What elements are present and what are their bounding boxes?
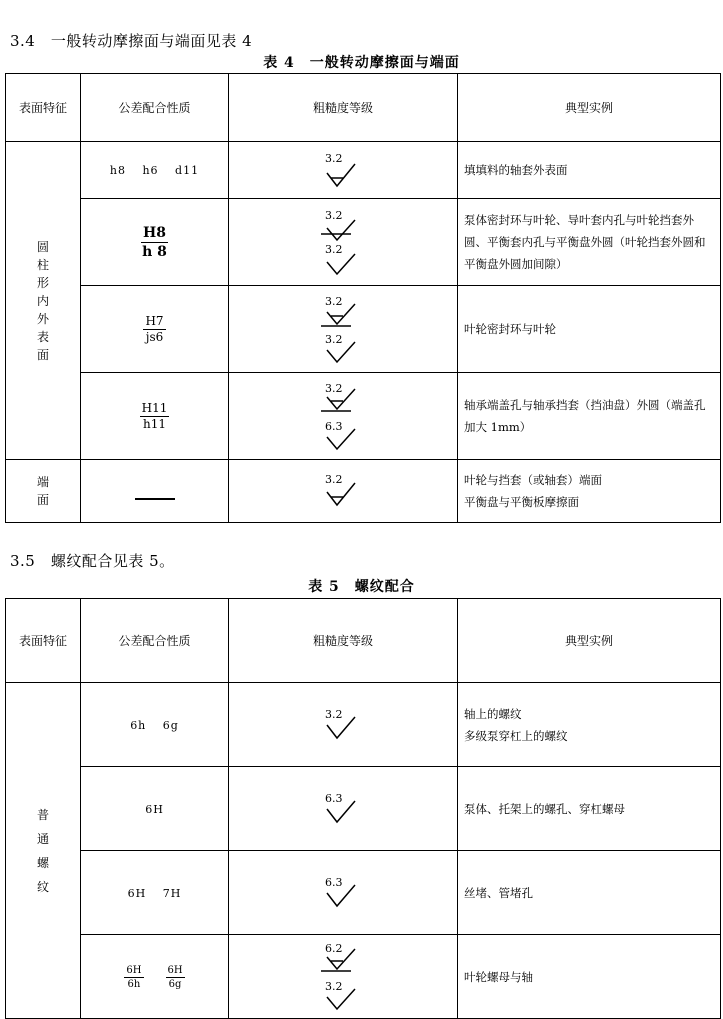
fit-numerator: H8 — [143, 224, 166, 241]
roughness-cell — [229, 199, 458, 286]
fit-numerator: 6H — [126, 965, 142, 976]
roughness-symbol — [321, 381, 365, 419]
fit-cell — [81, 142, 229, 199]
example-cell: 叶轮螺母与轴 — [458, 935, 721, 1019]
fit-cell — [81, 286, 229, 373]
roughness-cell — [229, 683, 458, 767]
roughness-value: 3.2 — [325, 473, 343, 486]
group-label: 圆柱形内外表面 — [36, 239, 49, 362]
roughness-cell — [229, 460, 458, 523]
example-line: 叶轮与挡套（或轴套）端面 — [464, 473, 602, 487]
roughness-symbol — [321, 979, 365, 1013]
table-row — [6, 286, 721, 373]
table-row — [6, 199, 721, 286]
table-5-header-row — [6, 599, 721, 683]
header-example: 典型实例 — [458, 74, 721, 142]
fit-text: 6H — [145, 802, 164, 816]
fit-cell — [81, 199, 229, 286]
header-surface: 表面特征 — [6, 74, 81, 142]
section-3-5-heading: 3.5 螺纹配合见表 5。 — [10, 552, 175, 570]
fit-numerator: H11 — [141, 400, 168, 415]
roughness-cell — [229, 767, 458, 851]
roughness-value: 6.2 — [325, 941, 343, 955]
table-5-caption: 表 5 螺纹配合 — [308, 579, 415, 595]
fit-cell — [81, 767, 229, 851]
roughness-value: 3.2 — [325, 243, 343, 256]
example-cell: 轴承端盖孔与轴承挡套（挡油盘）外圆（端盖孔加大 1mm） — [458, 373, 721, 460]
header-surface: 表面特征 — [6, 599, 81, 683]
fit-cell — [81, 851, 229, 935]
table-4-header-row — [6, 74, 721, 142]
fit-text: 6H 7H — [127, 886, 182, 900]
roughness-symbol — [321, 791, 365, 827]
fit-denominator: h 8 — [142, 243, 167, 260]
example-cell — [458, 460, 721, 523]
roughness-value: 3.2 — [325, 295, 343, 308]
table-5 — [5, 598, 721, 1019]
group-end-face — [6, 460, 81, 523]
fit-numerator: 6H — [167, 965, 183, 976]
group-label: 普通螺纹 — [36, 807, 49, 894]
table-row — [6, 851, 721, 935]
roughness-value: 6.3 — [325, 420, 343, 433]
fit-fraction — [166, 964, 185, 991]
fit-fraction — [143, 314, 165, 345]
roughness-value: 6.3 — [325, 875, 343, 889]
roughness-cell — [229, 286, 458, 373]
example-line: 轴上的螺纹 — [464, 706, 522, 721]
roughness-symbol — [321, 941, 365, 979]
fit-denominator: js6 — [145, 329, 164, 344]
fit-cell — [81, 460, 229, 523]
table-row — [6, 767, 721, 851]
table-row — [6, 373, 721, 460]
example-cell: 填填料的轴套外表面 — [458, 142, 721, 199]
header-fit: 公差配合性质 — [81, 599, 229, 683]
table-row — [6, 935, 721, 1019]
roughness-mark — [327, 164, 355, 186]
roughness-mark — [327, 483, 355, 505]
section-3-4-heading: 3.4 一般转动摩擦面与端面见表 4 — [10, 32, 253, 50]
fit-cell — [81, 373, 229, 460]
table-row — [6, 683, 721, 767]
example-cell: 泵体、托架上的螺孔、穿杠螺母 — [458, 767, 721, 851]
group-thread — [6, 683, 81, 1019]
roughness-symbol — [321, 294, 365, 332]
roughness-cell — [229, 373, 458, 460]
fit-cell — [81, 683, 229, 767]
roughness-value: 6.3 — [325, 791, 343, 805]
roughness-symbol — [321, 472, 365, 510]
header-fit: 公差配合性质 — [81, 74, 229, 142]
example-line: 平衡盘与平衡板摩擦面 — [464, 495, 579, 509]
roughness-symbol — [321, 242, 365, 276]
roughness-value: 3.2 — [325, 382, 343, 395]
fit-fraction — [124, 964, 143, 991]
group-cylindrical — [6, 142, 81, 460]
fit-denominator: 6h — [127, 979, 141, 990]
example-cell: 泵体密封环与叶轮、导叶套内孔与叶轮挡套外圆、平衡套内孔与平衡盘外圆（叶轮挡套外圆和平衡盘外圆加间隙） — [458, 199, 721, 286]
group-label: 端面 — [36, 475, 49, 507]
blank-fit-rule — [135, 498, 175, 500]
roughness-cell — [229, 935, 458, 1019]
roughness-value: 3.2 — [325, 152, 343, 165]
roughness-value: 3.2 — [325, 209, 343, 222]
fit-numerator: H7 — [145, 313, 164, 328]
fit-fraction — [140, 401, 170, 432]
roughness-symbol — [321, 332, 365, 364]
roughness-mark — [327, 220, 355, 240]
fit-cell — [81, 935, 229, 1019]
fit-denominator: h11 — [142, 416, 166, 431]
table-4 — [5, 73, 721, 523]
roughness-value: 3.2 — [325, 333, 343, 346]
fit-fraction — [141, 224, 168, 261]
roughness-symbol — [321, 151, 365, 189]
roughness-symbol — [321, 875, 365, 911]
roughness-cell — [229, 851, 458, 935]
roughness-symbol — [321, 208, 365, 242]
roughness-symbol — [321, 419, 365, 451]
roughness-value: 3.2 — [325, 707, 343, 721]
example-line: 多级泵穿杠上的螺纹 — [464, 728, 568, 743]
fit-text: 6h 6g — [130, 718, 179, 732]
table-4-caption: 表 4 一般转动摩擦面与端面 — [263, 55, 460, 71]
roughness-mark — [327, 254, 355, 274]
roughness-value: 3.2 — [325, 979, 343, 993]
header-roughness: 粗糙度等级 — [229, 74, 458, 142]
example-cell — [458, 683, 721, 767]
roughness-symbol — [321, 707, 365, 743]
fit-denominator: 6g — [168, 979, 182, 990]
header-roughness: 粗糙度等级 — [229, 599, 458, 683]
fit-text: h8 h6 d11 — [109, 164, 200, 177]
example-cell: 叶轮密封环与叶轮 — [458, 286, 721, 373]
table-row — [6, 142, 721, 199]
example-cell: 丝堵、管堵孔 — [458, 851, 721, 935]
header-example: 典型实例 — [458, 599, 721, 683]
roughness-cell — [229, 142, 458, 199]
table-row — [6, 460, 721, 523]
